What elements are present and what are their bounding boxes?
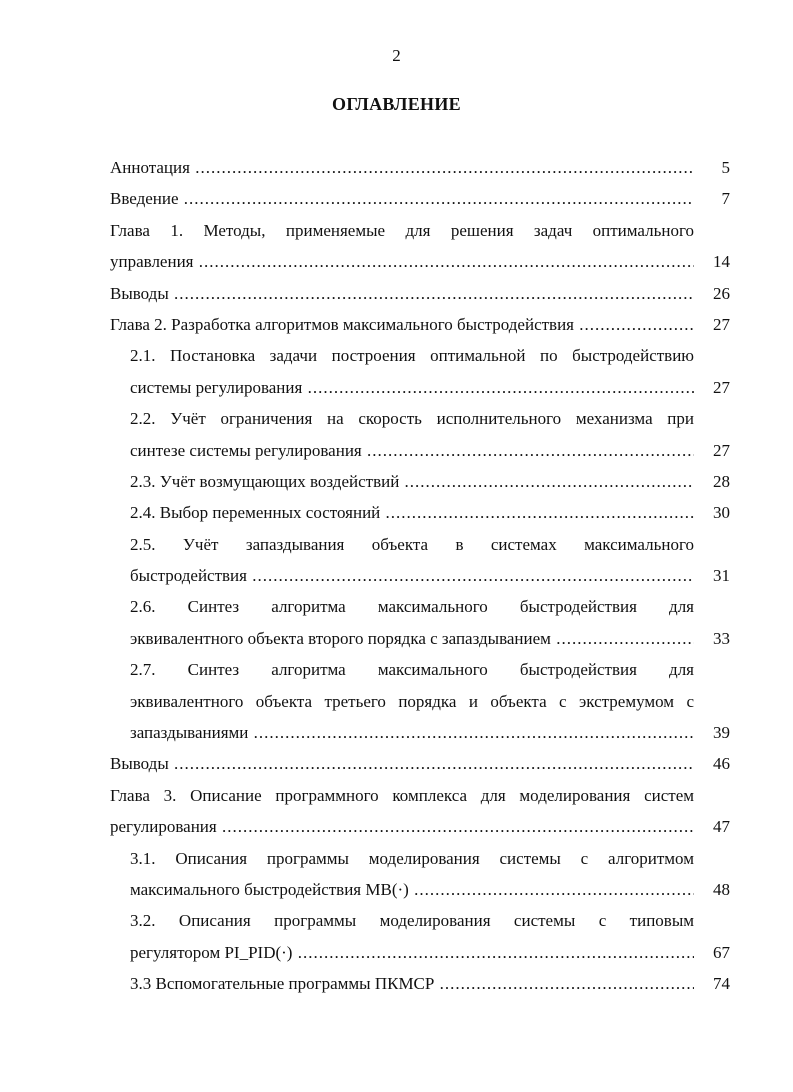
toc-entry-text: 2.6. Синтез алгоритма максимального быстродействия для [130,597,694,617]
toc-entry-page: 27 [713,314,730,334]
toc-entry-section-2-1-cont[interactable] [110,372,730,403]
toc-entry-section-2-5-cont[interactable] [110,560,730,591]
toc-entry-section-3-1-cont[interactable] [110,874,730,905]
page-number: 2 [392,46,401,65]
toc-entry-text: синтезе системы регулирования ..... [130,435,694,466]
toc-entry-page: 27 [713,440,730,460]
toc-entry-section-2-5[interactable] [110,529,730,560]
toc-entry-text: Введение ..... [110,183,694,214]
toc-entry-page: 46 [713,754,730,774]
toc-entry-introduction[interactable] [110,183,730,214]
toc-entry-text: 3.2. Описания программы моделирования системы с типовым [130,911,694,931]
toc-entry-page: 31 [713,566,730,586]
toc-entry-text: максимального быстродействия МВ(·) ..... [130,874,694,905]
toc-entry-section-3-2[interactable] [110,905,730,936]
toc-entry-section-2-7-cont-2[interactable] [110,717,730,748]
toc-entry-text: Глава 3. Описание программного комплекса для моделирования систем [110,785,694,805]
toc-entry-section-2-2[interactable] [110,403,730,434]
toc-entry-page: 27 [713,377,730,397]
toc-entry-section-2-7-cont[interactable] [110,686,730,717]
toc-entry-chapter-3-cont[interactable] [110,811,730,842]
toc-entry-section-2-2-cont[interactable] [110,435,730,466]
toc-entry-page: 5 [721,158,730,177]
toc-entry-text: 2.2. Учёт ограничения на скорость исполнительного механизма при [130,409,694,429]
toc-entry-text: Аннотация ..... [110,152,694,183]
toc-entry-text: регулирования ..... [110,811,694,842]
toc-entry-page: 30 [713,503,730,523]
toc-entry-text: запаздываниями ..... [130,717,694,748]
toc-entry-text: Глава 1. Методы, применяемые для решения задач оптимального [110,220,694,240]
toc-entry-text: 2.1. Постановка задачи построения оптимальной по быстродействию [130,346,694,366]
toc-entry-conclusions-2[interactable] [110,748,730,779]
toc-entry-section-3-1[interactable] [110,843,730,874]
toc-entry-text: управления ..... [110,246,694,277]
toc-entry-page: 7 [721,189,730,209]
toc-entry-conclusions-1[interactable] [110,278,730,309]
toc-entry-chapter-2[interactable] [110,309,730,340]
toc-entry-text: Выводы ..... [110,748,694,779]
toc-entry-page: 39 [713,723,730,743]
page-title: ОГЛАВЛЕНИЕ [332,94,461,114]
toc-entry-page: 33 [713,628,730,648]
toc-entry-text: 2.5. Учёт запаздывания объекта в системах максимального [130,534,694,554]
toc-entry-text: Глава 2. Разработка алгоритмов максимального быстродействия ..... [110,309,694,340]
toc-entry-chapter-1-cont[interactable] [110,246,730,277]
toc-entry-text: Выводы ..... [110,278,694,309]
toc-entry-page: 48 [713,879,730,899]
toc-entry-section-2-6-cont[interactable] [110,623,730,654]
toc-entry-text: эквивалентного объекта второго порядка с запаздыванием ..... [130,623,694,654]
toc-entry-chapter-3[interactable] [110,780,730,811]
toc-entry-text: эквивалентного объекта третьего порядка и объекта с экстремумом с [130,691,694,711]
toc-entry-text: 2.4. Выбор переменных состояний ..... [130,497,694,528]
toc-entry-page: 14 [713,252,730,272]
toc-entry-text: 3.3 Вспомогательные программы ПКМСР ..... [130,968,694,999]
toc-entry-section-2-4[interactable] [110,497,730,528]
toc-entry-page: 74 [713,974,730,994]
toc-entry-page: 67 [713,942,730,962]
toc-entry-text: регулятором PI_PID(·) ..... [130,937,694,968]
toc-entry-annotation[interactable] [110,152,730,183]
toc-entry-text: системы регулирования ..... [130,372,694,403]
toc-entry-text: 2.7. Синтез алгоритма максимального быстродействия для [130,660,694,680]
toc-entry-text: 2.3. Учёт возмущающих воздействий ..... [130,466,694,497]
toc-entry-page: 47 [713,817,730,837]
toc-entry-section-3-2-cont[interactable] [110,937,730,968]
toc-entry-page: 28 [713,471,730,491]
toc-entry-text: 3.1. Описания программы моделирования системы с алгоритмом [130,848,694,868]
toc-entry-chapter-1[interactable] [110,215,730,246]
toc-entry-text: быстродействия ..... [130,560,694,591]
toc-entry-section-3-3[interactable] [110,968,730,999]
table-of-contents [110,152,730,1000]
toc-entry-section-2-1[interactable] [110,340,730,371]
toc-entry-page: 26 [713,283,730,303]
toc-entry-section-2-6[interactable] [110,591,730,622]
toc-entry-section-2-3[interactable] [110,466,730,497]
toc-entry-section-2-7[interactable] [110,654,730,685]
